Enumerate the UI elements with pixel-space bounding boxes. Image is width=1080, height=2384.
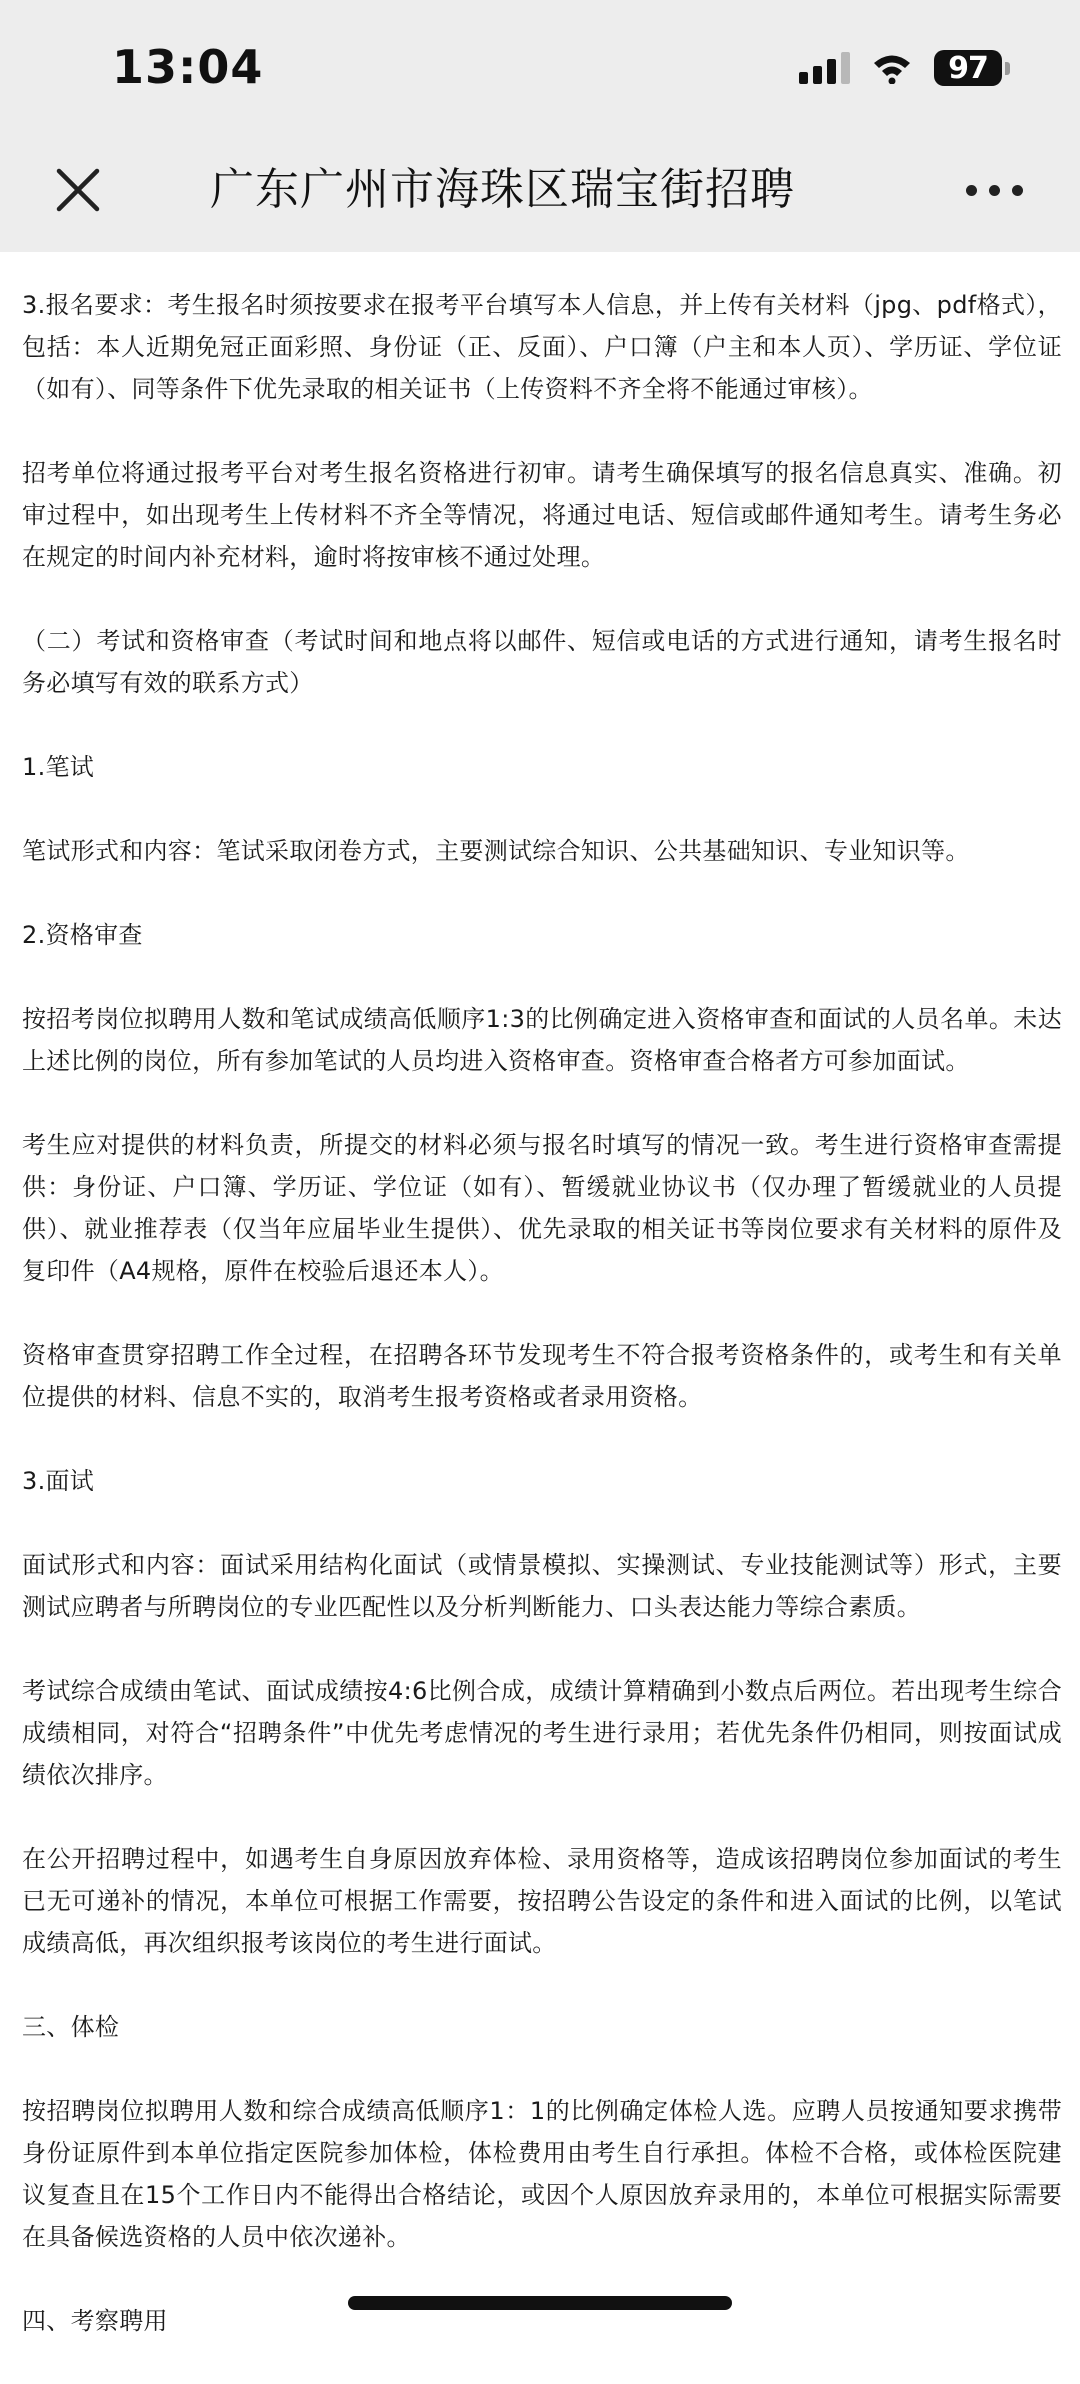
- article-paragraph: 3.报名要求：考生报名时须按要求在报考平台填写本人信息，并上传有关材料（jpg、pdf格式），包括：本人近期免冠正面彩照、身份证（正、反面）、户口簿（户主和本人页）、学历证、学位证（如有）、同等条件下优先录取的相关证书（上传资料不齐全将不能通过审核）。: [22, 291, 1062, 403]
- section-heading: 三、体检: [22, 2013, 120, 2041]
- battery-level: 97: [934, 50, 1002, 86]
- page-title: 广东广州市海珠区瑞宝街招聘: [210, 164, 795, 215]
- more-options-button[interactable]: [954, 166, 1034, 214]
- article-paragraph: 按招聘岗位拟聘用人数和综合成绩高低顺序1：1的比例确定体检人选。应聘人员按通知要求携带身份证原件到本单位指定医院参加体检，体检费用由考生自行承担。体检不合格，或体检医院建议复查且在15个工作日内不能得出合格结论，或因个人原因放弃录用的，本单位可根据实际需要在具备候选资格的人员中依次递补。: [22, 2097, 1062, 2251]
- article-paragraph: 考试综合成绩由笔试、面试成绩按4:6比例合成，成绩计算精确到小数点后两位。若出现考生综合成绩相同，对符合“招聘条件”中优先考虑情况的考生进行录用；若优先条件仍相同，则按面试成绩依次排序。: [22, 1677, 1062, 1789]
- article-paragraph: （二）考试和资格审查（考试时间和地点将以邮件、短信或电话的方式进行通知，请考生报名时务必填写有效的联系方式）: [22, 627, 1062, 697]
- article-paragraph: 面试形式和内容：面试采用结构化面试（或情景模拟、实操测试、专业技能测试等）形式，主要测试应聘者与所聘岗位的专业匹配性以及分析判断能力、口头表达能力等综合素质。: [22, 1551, 1062, 1621]
- article-paragraph: 按招考岗位拟聘用人数和笔试成绩高低顺序1:3的比例确定进入资格审查和面试的人员名单。未达上述比例的岗位，所有参加笔试的人员均进入资格审查。资格审查合格者方可参加面试。: [22, 1005, 1062, 1075]
- article-paragraph: 在公开招聘过程中，如遇考生自身原因放弃体检、录用资格等，造成该招聘岗位参加面试的考生已无可递补的情况，本单位可根据工作需要，按招聘公告设定的条件和进入面试的比例，以笔试成绩高低，再次组织报考该岗位的考生进行面试。: [22, 1845, 1062, 1957]
- home-indicator[interactable]: [348, 2296, 732, 2310]
- article-paragraph: 考生应对提供的材料负责，所提交的材料必须与报名时填写的情况一致。考生进行资格审查需提供：身份证、户口簿、学历证、学位证（如有）、暂缓就业协议书（仅办理了暂缓就业的人员提供）、就业推荐表（仅当年应届毕业生提供）、优先录取的相关证书等岗位要求有关材料的原件及复印件（A4规格，原件在校验后退还本人）。: [22, 1131, 1062, 1285]
- article-paragraph: 资格审查贯穿招聘工作全过程，在招聘各环节发现考生不符合报考资格条件的，或考生和有关单位提供的材料、信息不实的，取消考生报考资格或者录用资格。: [22, 1341, 1062, 1411]
- top-bar: [0, 0, 1080, 252]
- cellular-signal-icon: [799, 52, 850, 84]
- battery-icon: [934, 50, 1010, 86]
- section-heading: 2.资格审查: [22, 921, 143, 949]
- section-heading: 四、考察聘用: [22, 2307, 168, 2335]
- article-paragraph: 招考单位将通过报考平台对考生报名资格进行初审。请考生确保填写的报名信息真实、准确。初审过程中，如出现考生上传材料不齐全等情况，将通过电话、短信或邮件通知考生。请考生务必在规定的时间内补充材料，逾时将按审核不通过处理。: [22, 459, 1062, 571]
- section-heading: 1.笔试: [22, 753, 95, 781]
- article-body: [22, 284, 1062, 2384]
- wifi-icon: [872, 52, 912, 84]
- section-heading: 3.面试: [22, 1467, 95, 1495]
- more-icon: [966, 185, 977, 196]
- article-paragraph: 笔试形式和内容：笔试采取闭卷方式，主要测试综合知识、公共基础知识、专业知识等。: [22, 837, 970, 865]
- close-icon: [55, 167, 101, 213]
- close-button[interactable]: [46, 158, 110, 222]
- status-icons: [799, 50, 1010, 86]
- status-time: 13:04: [112, 40, 264, 94]
